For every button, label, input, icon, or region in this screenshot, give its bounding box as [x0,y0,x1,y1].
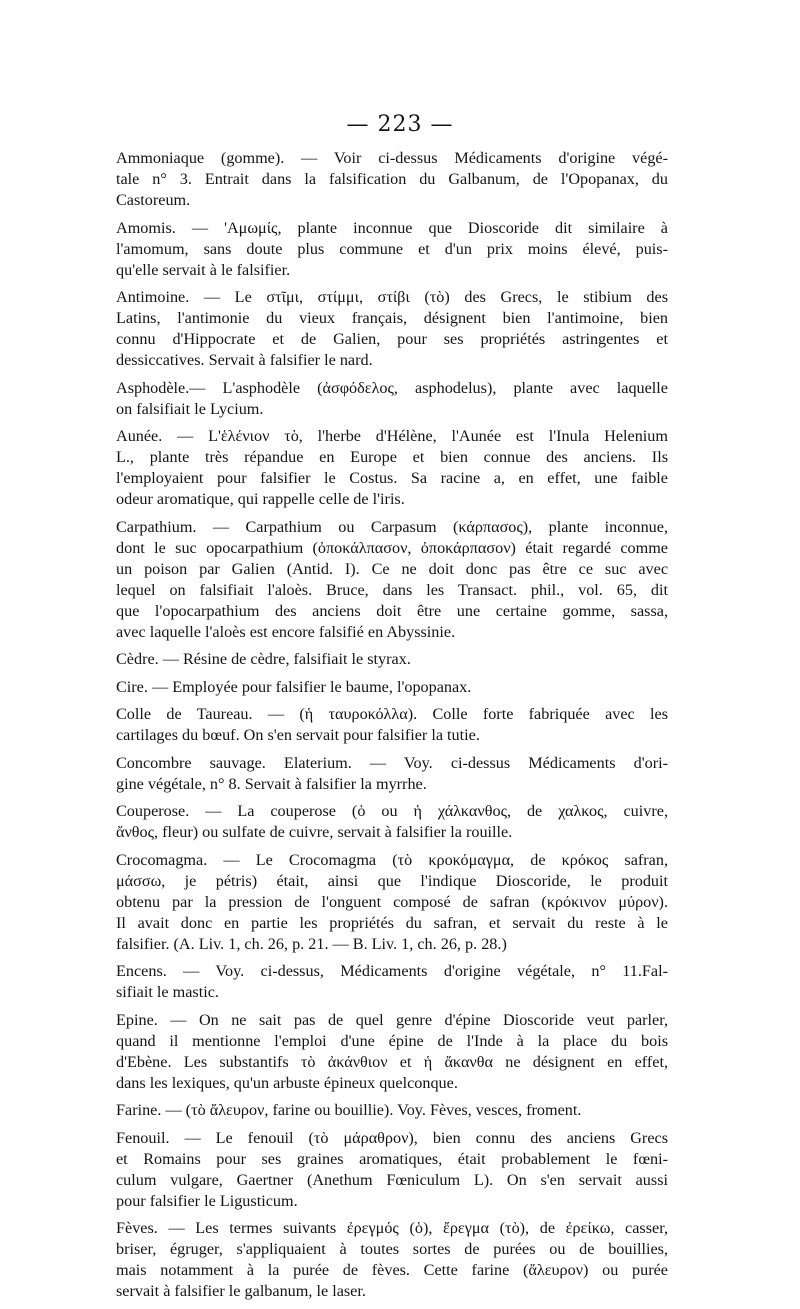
dictionary-entry [116,961,668,1003]
dictionary-entry [116,1010,668,1094]
entry-line: servait à falsifier le galbanum, le laser. [116,1282,366,1300]
entry-line: Il avait donc en partie les propriétés du safran, et servait du reste à le [116,913,668,932]
dictionary-entry [116,517,668,643]
entry-line: quand il mentionne l'emploi d'une épine de l'Inde à la place du bois [116,1031,668,1050]
entry-line: μάσσω, je pétris) était, ainsi que l'indique Dioscoride, le produit [116,871,668,890]
entry-line: briser, égruger, s'appliquaient à toutes sortes de purées ou de bouillies, [116,1240,668,1258]
entry-line: falsifier. (A. Liv. 1, ch. 26, p. 21. — B. Liv. 1, ch. 26, p. 28.) [116,934,507,953]
entry-line: Cèdre. — Résine de cèdre, falsifiait le styrax. [116,650,411,668]
entry-line: Latins, l'antimonie du vieux français, désignent bien l'antimoine, bien [116,309,668,327]
dictionary-entry [116,677,668,698]
entry-line: sifiait le mastic. [116,983,219,1001]
dictionary-entry [116,1100,668,1121]
entry-line: cartilages du bœuf. On s'en servait pour falsifier la tutie. [116,726,480,744]
entry-line: Amomis. — 'Αμωμίς, plante inconnue que Dioscoride dit similaire à [116,218,668,237]
entry-line: tale n° 3. Entrait dans la falsification du Galbanum, de l'Opopanax, du [116,170,668,188]
dictionary-entry [116,378,668,420]
dictionary-entry [116,753,668,795]
entry-line: Colle de Taureau. — (ἡ ταυροκόλλα). Colle forte fabriquée avec les [116,705,668,723]
dictionary-entry [116,649,668,670]
entry-line: que l'opocarpathium des anciens doit être une certaine gomme, sassa, [116,601,668,620]
entry-line: Farine. — (τὸ ἄλευρον, farine ou bouillie). Voy. Fèves, vesces, froment. [116,1101,582,1119]
dictionary-entry [116,148,668,211]
entry-line: obtenu par la pression de l'onguent composé de safran (κρόκινον μύρον). [116,892,668,911]
entry-line: on falsifiait le Lycium. [116,399,264,418]
entry-line: pour falsifier le Ligusticum. [116,1191,298,1210]
entry-line: dont le suc opocarpathium (ὀποκάλπασον, ὀποκάρπασον) était regardé comme [116,538,668,557]
entry-line: Antimoine. — Le στῖμι, στίμμι, στίβι (τὸ) des Grecs, le stibium des [116,288,668,306]
entry-line: connu d'Hippocrate et de Galien, pour ses propriétés astringentes et [116,330,668,348]
entry-line: mais notamment à la purée de fèves. Cette farine (ἄλευρον) ou purée [116,1261,668,1279]
entry-line: avec laquelle l'aloès est encore falsifié en Abyssinie. [116,622,456,641]
entry-line: Cire. — Employée pour falsifier le baume, l'opopanax. [116,677,472,696]
entry-line: Concombre sauvage. Elaterium. — Voy. ci-dessus Médicaments d'ori- [116,753,668,772]
entry-line: Encens. — Voy. ci-dessus, Médicaments d'origine végétale, n° 11.Fal- [116,962,668,980]
entry-line: Crocomagma. — Le Crocomagma (τὸ κροκόμαγμα, de κρόκος safran, [116,850,668,869]
entry-line: Fèves. — Les termes suivants ἐρεγμός (ὁ), ἔρεγμα (τὸ), de ἐρείκω, casser, [116,1219,668,1237]
entry-line: gine végétale, n° 8. Servait à falsifier la myrrhe. [116,774,427,793]
entry-line: et Romains pour ses graines aromatiques, était probablement le fœni- [116,1149,668,1168]
entry-line: dans les lexiques, qu'un arbuste épineux quelconque. [116,1073,458,1092]
entry-line: d'Ebène. Les substantifs τὸ ἀκάνθιον et ἡ ἄκανθα ne désignent en effet, [116,1052,668,1071]
entry-line: Fenouil. — Le fenouil (τὸ μάραθρον), bien connu des anciens Grecs [116,1128,668,1147]
entry-line: dessiccatives. Servait à falsifier le nard. [116,351,373,369]
dictionary-entry [116,287,668,371]
dictionary-entry [116,1128,668,1212]
entry-line: Castoreum. [116,191,191,209]
entry-line: qu'elle servait à le falsifier. [116,260,291,279]
entry-line: odeur aromatique, qui rappelle celle de l'iris. [116,490,405,508]
dictionary-entry [116,218,668,281]
entry-line: Epine. — On ne sait pas de quel genre d'épine Dioscoride veut parler, [116,1010,668,1029]
dictionary-entry [116,801,668,843]
entry-line: Aunée. — L'ἑλένιον τὸ, l'herbe d'Hélène, l'Aunée est l'Inula Helenium [116,427,668,445]
entry-line: L., plante très répandue en Europe et bien connue des anciens. Ils [116,448,668,466]
dictionary-entry [116,426,668,510]
entry-line: Couperose. — La couperose (ὁ ou ἡ χάλκανθος, de χαλκος, cuivre, [116,802,668,820]
entry-line: Carpathium. — Carpathium ou Carpasum (κάρπασος), plante inconnue, [116,517,668,536]
entry-line: l'employaient pour falsifier le Costus. Sa racine a, en effet, une faible [116,469,668,487]
dictionary-entry [116,704,668,746]
entry-line: Asphodèle.— L'asphodèle (ἀσφόδελος, asphodelus), plante avec laquelle [116,378,668,397]
entry-line: un poison par Galien (Antid. I). Ce ne doit donc pas être ce suc avec [116,559,668,578]
dictionary-entry [116,1218,668,1302]
entry-line: lequel on falsifiait l'aloès. Bruce, dans les Transact. phil., vol. 65, dit [116,580,668,599]
entry-line: Ammoniaque (gomme). — Voir ci-dessus Médicaments d'origine végé- [116,149,668,167]
dictionary-entry [116,850,668,955]
page-body [116,148,668,1309]
entry-line: culum vulgare, Gaertner (Anethum Fœniculum L). On s'en servait aussi [116,1170,668,1189]
entry-line: l'amomum, sans doute plus commune et d'un prix moins élevé, puis- [116,239,668,258]
entry-line: ἄνθος, fleur) ou sulfate de cuivre, servait à falsifier la rouille. [116,823,513,841]
page-number: — 223 — [346,112,454,137]
